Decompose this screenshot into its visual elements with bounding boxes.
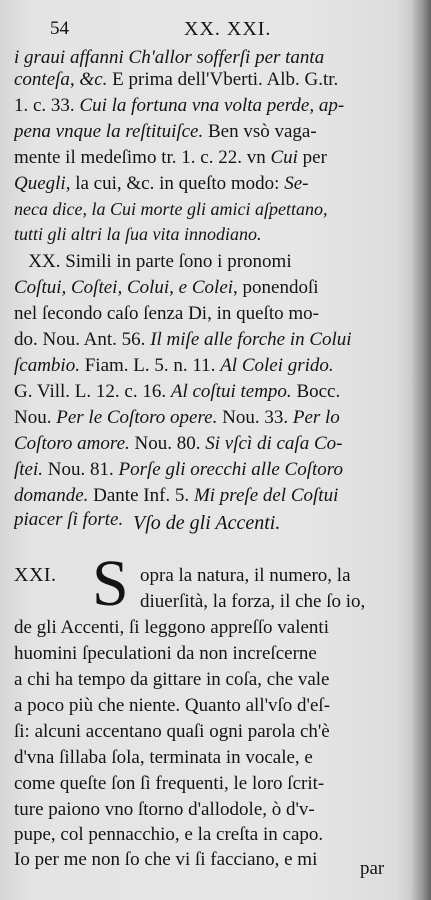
text-line: do. Nou. Ant. 56. Il miſe alle forche in Colui [14, 329, 352, 350]
text-line: come queſte ſon ſì frequenti, le loro ſcrit- [14, 773, 325, 794]
text-line: d'vna ſillaba ſola, terminata in vocale, e [14, 747, 313, 768]
page-number: 54 [50, 18, 69, 39]
text-line: nel ſecondo caſo ſenza Di, in queſto mo- [14, 303, 319, 324]
text-line: G. Vill. L. 12. c. 16. Al coſtui tempo. Bocc. [14, 381, 341, 402]
text-line: conteſa, &c. E prima dell'Vberti. Alb. G.tr. [14, 69, 339, 90]
text-line: ſcambio. Fiam. L. 5. n. 11. Al Colei grido. [14, 355, 334, 376]
text-line: opra la natura, il numero, la [140, 565, 351, 586]
text-line: a chi ha tempo da gittare in coſa, che vale [14, 669, 330, 690]
text-line: Coſtoro amore. Nou. 80. Si vſcì di caſa Co- [14, 433, 343, 454]
text-line: Quegli, la cui, &c. in queſto modo: Se- [14, 173, 309, 194]
text-line: pupe, col pennacchio, e la creſta in capo. [14, 824, 324, 845]
text-line: Io per me non ſo che vi ſi facciano, e mi [14, 849, 318, 870]
catchword: par [360, 858, 385, 879]
text-line: tutti gli altri la ſua vita innodiano. [14, 224, 262, 244]
drop-cap: S [92, 547, 129, 620]
text-line: neca dice, la Cui morte gli amici aſpettano, [14, 199, 328, 219]
page-gutter-shadow [411, 0, 431, 900]
text-line: 1. c. 33. Cui la fortuna vna volta perde, ap- [14, 95, 345, 116]
running-head: XX. XXI. [184, 18, 272, 40]
text-line: huomini ſpeculationi da non increſcerne [14, 643, 317, 664]
section-heading: Vſo de gli Accenti. [133, 512, 281, 534]
text-line: a poco più che niente. Quanto all'vſo d'eſ- [14, 695, 331, 716]
text-line: domande. Dante Inf. 5. Mi preſe del Coſtui [14, 485, 339, 506]
text-line: diuerſità, la forza, il che ſo io, [140, 591, 366, 612]
text-line: de gli Accenti, ſi leggono appreſſo valenti [14, 617, 329, 638]
text-line: ſi: alcuni accentano quaſi ogni parola ch'è [14, 721, 330, 742]
section-number: XXI. [14, 564, 57, 586]
paragraph-xx-start: XX. Simili in parte ſono i pronomi [14, 251, 292, 272]
text-line: ture paiono vno ſtorno d'allodole, ò d'v- [14, 799, 315, 820]
text-line: i graui affanni Ch'allor sofferſi per tanta [14, 47, 325, 68]
text-line: ſtei. Nou. 81. Porſe gli orecchi alle Coſtoro [14, 459, 343, 480]
text-line: piacer ſi forte. [14, 509, 124, 530]
text-line: pena vnque la reſtituiſce. Ben vsò vaga- [14, 121, 317, 142]
text-line: mente il medeſimo tr. 1. c. 22. vn Cui per [14, 147, 327, 168]
text-line: Coſtui, Coſtei, Colui, e Colei, ponendoſi [14, 277, 319, 298]
text-line: Nou. Per le Coſtoro opere. Nou. 33. Per lo [14, 407, 340, 428]
